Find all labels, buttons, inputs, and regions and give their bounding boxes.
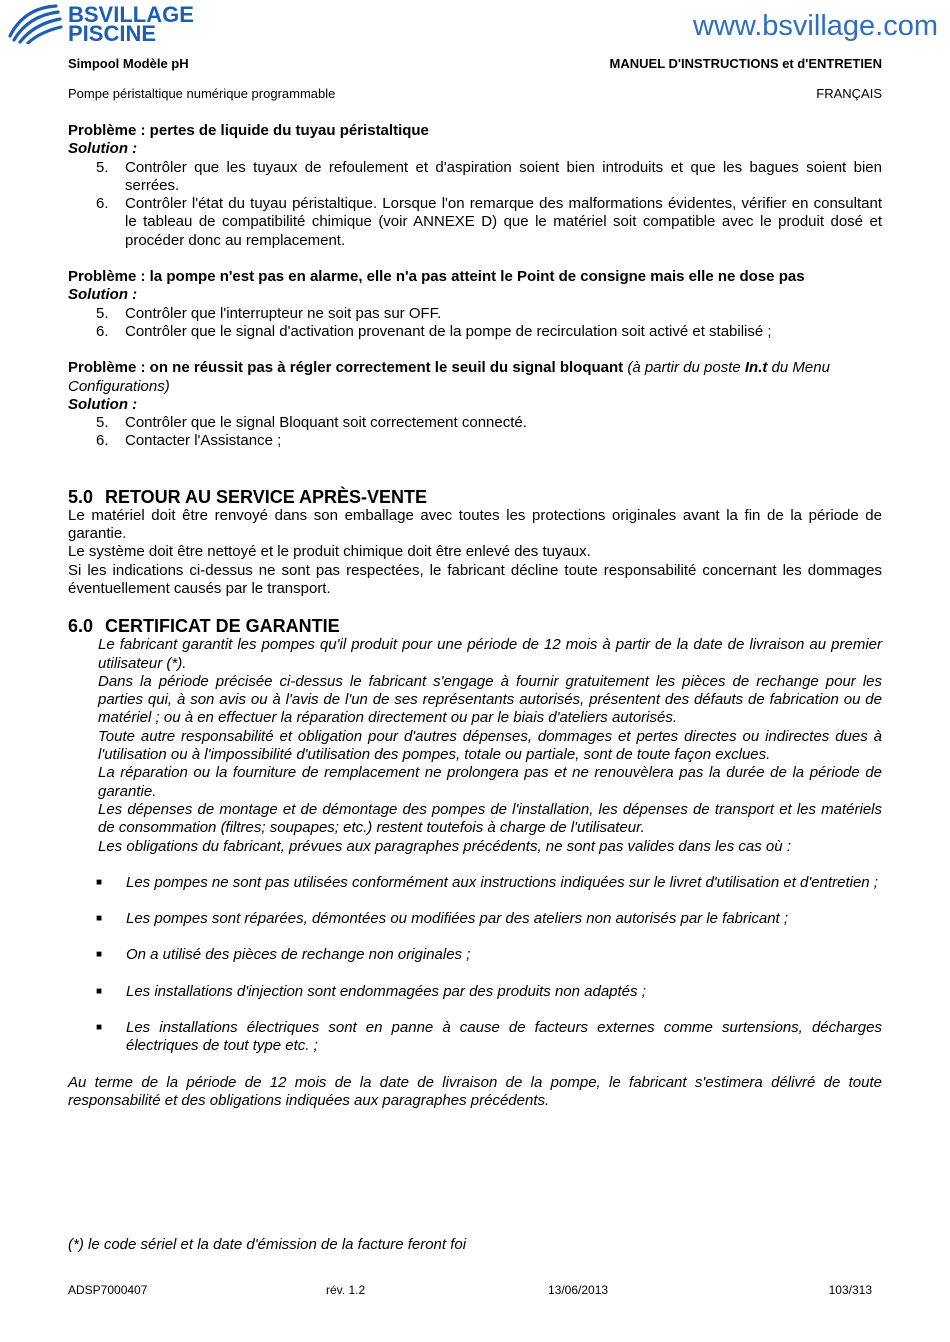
product-subtitle: Pompe péristaltique numérique programmable: [68, 86, 336, 101]
closing-paragraph: Au terme de la période de 12 mois de la date de livraison de la pompe, le fabricant s'estimera délivré de toute responsabilité et des obligations indiquées aux paragraphes précédents.: [68, 1073, 882, 1109]
problem-block: [68, 359, 882, 450]
square-bullet-icon: ■: [96, 913, 103, 925]
solution-step: [68, 323, 882, 341]
step-number: 5.: [96, 304, 109, 322]
revision: rév. 1.2: [326, 1283, 366, 1297]
brand-name-line2: PISCINE: [68, 21, 157, 46]
problem-note: (à partir du poste In.t du Menu Configurations): [68, 359, 830, 395]
paragraph: Si les indications ci-dessus ne sont pas respectées, le fabricant décline toute responsabilité concernant les dommages éventuellement causés par le transport.: [68, 561, 882, 597]
step-text: Contrôler que les tuyaux de refoulement et d'aspiration soient bien introduits et que les bagues soient bien serrées.: [125, 158, 882, 194]
page-number: 103/313: [828, 1283, 872, 1297]
menu-item-name: In.t: [744, 359, 768, 377]
square-bullet-icon: ■: [96, 876, 103, 888]
language-label: FRANÇAIS: [816, 86, 882, 101]
paragraph: Le matériel doit être renvoyé dans son emballage avec toutes les protections originales avant la fin de la période de garantie.: [68, 506, 882, 543]
section-heading: 6.0 CERTIFICAT DE GARANTIE: [68, 616, 340, 637]
list-item: ■ Les pompes ne sont pas utilisées conformément aux instructions indiquées sur le livret d'utilisation et d'entretien ;: [68, 874, 882, 892]
footnote: (*) le code sériel et la date d'émission de la facture feront foi: [68, 1236, 467, 1253]
square-bullet-icon: ■: [96, 985, 103, 997]
list-item: ■ Les installations d'injection sont endommagées par des produits non adaptés ;: [68, 983, 882, 1001]
step-number: 6.: [96, 432, 109, 450]
solution-step: [68, 305, 882, 323]
step-text: Contrôler l'état du tuyau péristaltique. Lorsque l'on remarque des malformations évidentes, vérifier en consultant le tableau de compatibilité chimique (voir ANNEXE D) que le matériel soit compatible avec le produit dosé et procéder donc au remplacement.: [125, 195, 882, 249]
problem-title-line: [68, 359, 882, 396]
square-bullet-icon: ■: [96, 949, 103, 961]
step-number: 6.: [96, 322, 109, 340]
solution-label: Solution :: [68, 395, 138, 413]
solution-label: Solution :: [68, 140, 138, 158]
step-number: 5.: [96, 158, 109, 176]
paragraph: Dans la période précisée ci-dessus le fabricant s'engage à fournir gratuitement les pièces de rechange pour les parties qui, à son avis ou à l'avis de l'un de ses représentants autorisés, présentent des défauts de fabrication ou de matériel ; ou à en effectuer la réparation directement ou par le biais d'ateliers autorisés.: [98, 672, 882, 727]
solution-step: [68, 159, 882, 196]
section-heading: 5.0 RETOUR AU SERVICE APRÈS-VENTE: [68, 486, 428, 507]
logo-waves-icon: [4, 2, 64, 44]
list-item: ■ On a utilisé des pièces de rechange non originales ;: [68, 946, 882, 964]
step-number: 6.: [96, 195, 109, 213]
paragraph: Le système doit être nettoyé et le produit chimique doit être enlevé des tuyaux.: [68, 543, 591, 561]
solution-step: [68, 414, 882, 432]
paragraph: La réparation ou la fourniture de remplacement ne prolongera pas et ne renouvèlera pas la durée de la période de garantie.: [98, 764, 882, 800]
problem-title: Problème : on ne réussit pas à régler correctement le seuil du signal bloquant: [68, 359, 624, 377]
model-name: Simpool Modèle pH: [68, 56, 189, 71]
manual-title: MANUEL D'INSTRUCTIONS et d'ENTRETIEN: [609, 56, 882, 71]
website-url[interactable]: www.bsvillage.com: [693, 10, 938, 42]
square-bullet-icon: ■: [96, 1021, 103, 1033]
doc-date: 13/06/2013: [548, 1283, 609, 1297]
paragraph: Les obligations du fabricant, prévues aux paragraphes précédents, ne sont pas valides dans les cas où :: [98, 837, 791, 855]
step-number: 5.: [96, 414, 109, 432]
step-text: Contrôler que l'interrupteur ne soit pas sur OFF.: [125, 304, 442, 322]
list-item: ■ Les pompes sont réparées, démontées ou modifiées par des ateliers non autorisés par le fabricant ;: [68, 910, 882, 928]
problem-title: Problème : la pompe n'est pas en alarme, elle n'a pas atteint le Point de consigne mais elle ne dose pas: [68, 268, 805, 286]
doc-code: ADSP7000407: [68, 1283, 148, 1297]
page-content: [68, 122, 882, 1110]
paragraph: Les dépenses de montage et de démontage des pompes de l'installation, les dépenses de transport et les matériels de consommation (filtres; soupapes; etc.) restent toutefois à charge de l'utilisateur.: [98, 800, 882, 837]
step-text: Contrôler que le signal Bloquant soit correctement connecté.: [125, 414, 527, 432]
paragraph: Le fabricant garantit les pompes qu'il produit pour une période de 12 mois à partir de la date de livraison au premier utilisateur (*).: [98, 636, 882, 672]
solution-step: [68, 432, 882, 450]
solution-label: Solution :: [68, 286, 138, 304]
problem-title: Problème : pertes de liquide du tuyau péristaltique: [68, 122, 429, 139]
problem-block: [68, 122, 882, 250]
warranty-text: [68, 636, 882, 856]
paragraph: Toute autre responsabilité et obligation pour d'autres dépenses, dommages et pertes directes ou indirectes dues à l'utilisation ou à l'impossibilité d'utilisation des pompes, totale ou partiale, sont de toute façon exclues.: [98, 727, 882, 764]
problem-block: [68, 268, 882, 341]
solution-step: [68, 195, 882, 250]
list-item: ■ Les installations électriques sont en panne à cause de facteurs externes comme surtensions, décharges électriques de tout type etc. ;: [68, 1019, 882, 1056]
brand-name-line1: BSVILLAGE: [68, 2, 194, 27]
step-text: Contrôler que le signal d'activation provenant de la pompe de recirculation soit activé et stabilisé ;: [125, 322, 772, 340]
brand-logo: [4, 2, 204, 44]
step-text: Contacter l'Assistance ;: [125, 432, 282, 450]
